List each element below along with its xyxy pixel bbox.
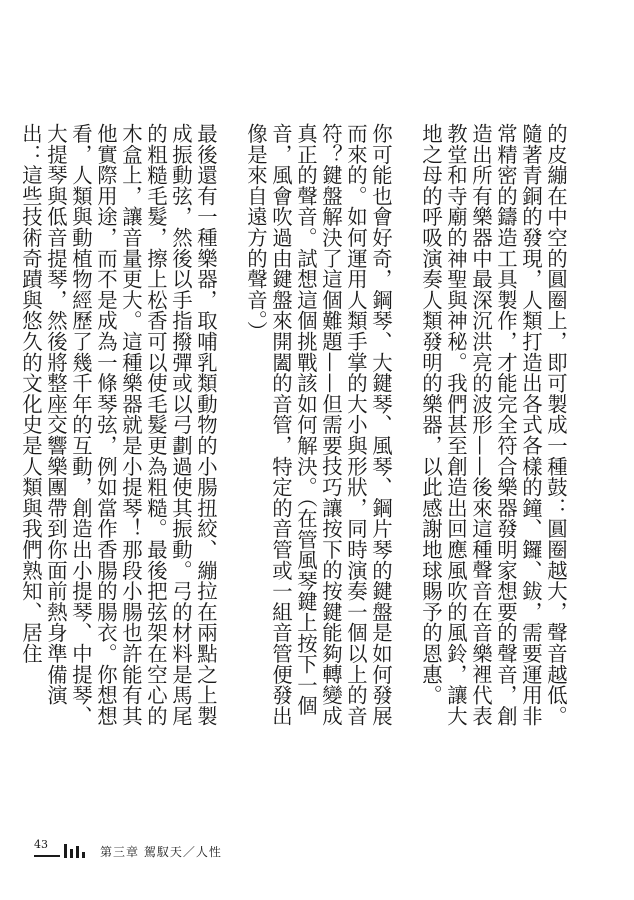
footer-rule — [34, 855, 60, 857]
paragraph-3: 最後還有一種樂器，取哺乳類動物的小腸扭絞、繃拉在兩點之上製成振動弦，然後以手指撥彈或以弓劃過使其振動。弓的材料是馬尾的粗糙毛髮，擦上松香可以使毛髮更為粗糙。最後把弦架在空心的木盒上，讓音量更大。這種樂器就是小提琴！那段小腸也許能有其他實際用途，而不是成為一條琴弦，例如當作香腸的腸衣。你想想看，人類與動植物經歷了幾千年的互動，創造出小提琴、中提琴、大提琴與低音提琴，然後將整座交響樂團帶到你面前熱身準備演出：這些技術奇蹟與悠久的文化史是人類與我們熟知、居住 — [19, 123, 218, 727]
page-number: 43 — [34, 838, 48, 851]
body-text — [19, 123, 568, 733]
page-footer — [34, 838, 294, 864]
paragraph-2: 你可能也會好奇，鋼琴、大鍵琴、風琴、鋼片琴的鍵盤是如何發展而來的。如何運用人類手掌的大小與形狀，同時演奏一個以上的音符？鍵盤解決了這個難題——但需要技巧讓按下的按鍵能夠轉變成真正的聲音。試想這個挑戰該如何解決。（在管風琴鍵上按下一個音，風會吹過由鍵盤來開闔的音管，特定的音管或一組音管便發出像是來自遠方的聲音。） — [244, 123, 393, 727]
bars-icon — [64, 844, 96, 858]
paragraph-1: 的皮繃在中空的圓圈上，即可製成一種鼓：圓圈越大，聲音越低。隨著青銅的發現，人類打造出各式各樣的鐘、鑼、鈸，需要運用非常精密的鑄造工具製作，才能完全符合樂器發明家想要的聲音，創造出所有樂器中最深沉洪亮的波形——後來這種聲音在音樂裡代表教堂和寺廟的神聖與神秘。我們甚至創造出回應風吹的風鈴，讓大地之母的呼吸演奏人類發明的樂器，以此感謝地球賜予的恩惠。 — [419, 123, 568, 727]
chapter-title: 第三章 駕馭天／人性 — [100, 845, 222, 859]
